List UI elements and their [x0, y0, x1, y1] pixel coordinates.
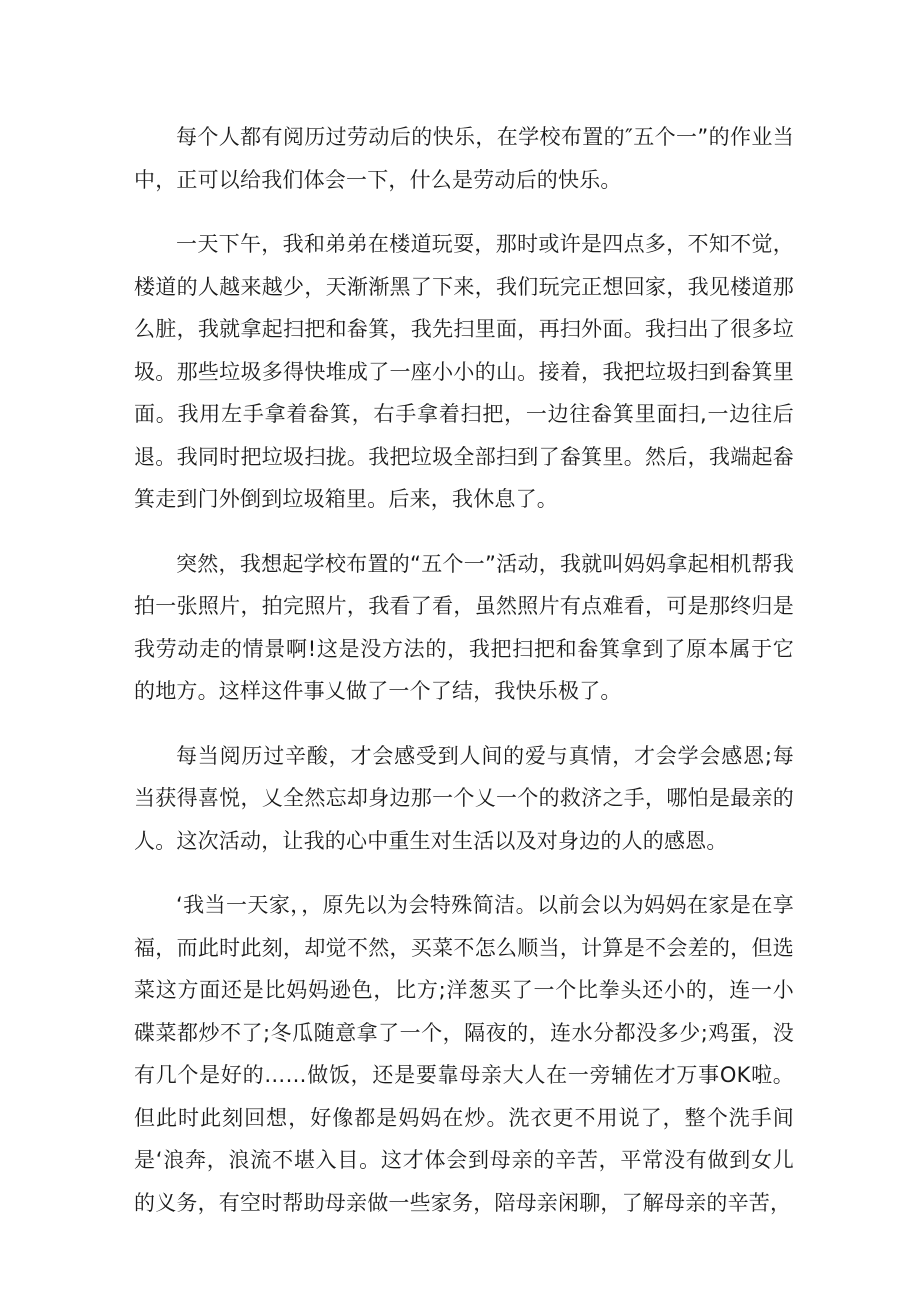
paragraph-2: 一天下午，我和弟弟在楼道玩耍，那时或许是四点多，不知不觉，楼道的人越来越少，天渐渐黑了下来，我们玩完正想回家，我见楼道那么脏，我就拿起扫把和畚箕，我先扫里面，再扫外面。我扫出了很多垃圾。那些垃圾多得快堆成了一座小小的山。接着，我把垃圾扫到畚箕里面。我用左手拿着畚箕，右手拿着扫把，一边往畚箕里面扫,一边往后退。我同时把垃圾扫拢。我把垃圾全部扫到了畚箕里。然后，我端起畚箕走到门外倒到垃圾箱里。后来，我休息了。 [134, 232, 794, 511]
paragraph-gap [134, 713, 794, 735]
paragraph-1: 每个人都有阅历过劳动后的快乐，在学校布置的″五个一”的作业当中，正可以给我们体会一下，什么是劳动后的快乐。 [134, 125, 794, 192]
paragraph-gap [134, 521, 794, 543]
paragraph-3: 突然，我想起学校布置的“五个一”活动，我就叫妈妈拿起相机帮我拍一张照片，拍完照片，我看了看，虽然照片有点难看，可是那终归是我劳动走的情景啊!这是没方法的，我把扫把和畚箕拿到了原本属于它的地方。这样这件事乂做了一个了结，我快乐极了。 [134, 551, 794, 703]
paragraph-gap [134, 201, 794, 223]
paragraph-gap [134, 862, 794, 884]
paragraph-4: 每当阅历过辛酸，才会感受到人间的爱与真情，才会学会感恩;每当获得喜悦，乂全然忘却身边那一个乂一个的救济之手，哪怕是最亲的人。这次活动，让我的心中重生对生活以及对身边的人的感恩。 [134, 743, 794, 853]
document-body [134, 116, 794, 1224]
paragraph-5: ‘我当一天家，，原先以为会特殊简洁。以前会以为妈妈在家是在享福，而此时此刻，却觉不然，买菜不怎么顺当，计算是不会差的，但选菜这方面还是比妈妈逊色，比方;洋葱买了一个比拳头还小的，连一小碟菜都炒不了;冬瓜随意拿了一个，隔夜的，连水分都没多少;鸡蛋，没有几个是好的……做饭，还是要靠母亲大人在一旁辅佐才万事OK啦。但此时此刻回想，好像都是妈妈在炒。洗衣更不用说了，整个洗手间是‘浪奔，浪流不堪入目。这才体会到母亲的辛苦，平常没有做到女儿的义务，有空时帮助母亲做一些家务，陪母亲闲聊，了解母亲的辛苦， [134, 893, 794, 1215]
